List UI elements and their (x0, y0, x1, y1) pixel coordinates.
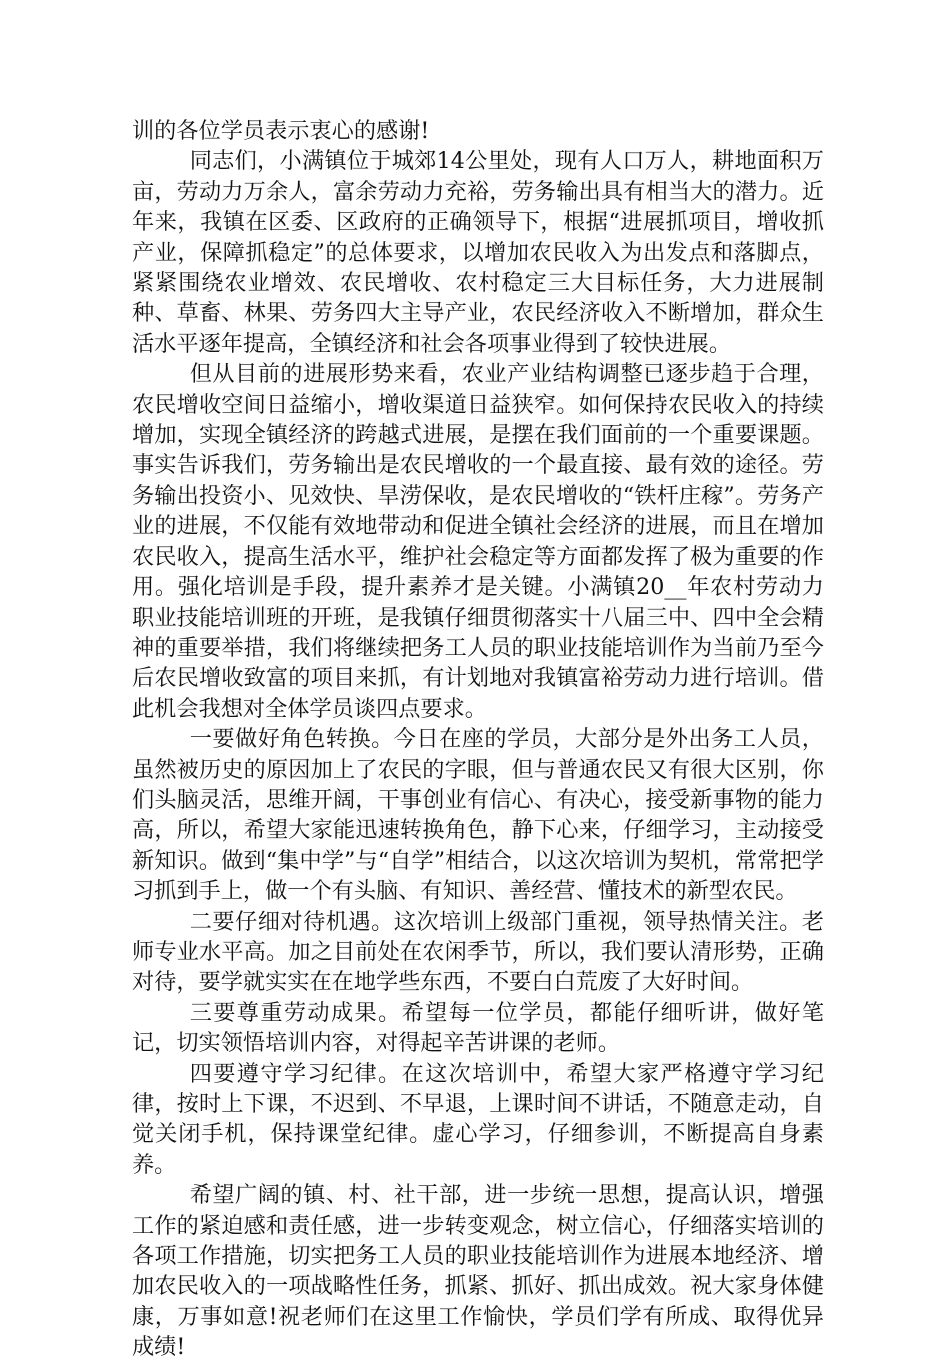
paragraph-closing: 希望广阔的镇、村、社干部，进一步统一思想，提高认识，增强工作的紧迫感和责任感，进一步转变观念，树立信心，仔细落实培训的各项工作措施，切实把务工人员的职业技能培训作为进展本地经济、增加农民收入的一项战略性任务，抓紧、抓好、抓出成效。祝大家身体健康，万事如意!祝老师们在这里工作愉快，学员们学有所成、取得优异成绩! (132, 1182, 824, 1361)
paragraph-requirement-three: 三要尊重劳动成果。希望每一位学员，都能仔细听讲，做好笔记，切实领悟培训内容，对得起辛苦讲课的老师。 (132, 999, 824, 1057)
paragraph-requirement-two: 二要仔细对待机遇。这次培训上级部门重视，领导热情关注。老师专业水平高。加之目前处在农闲季节，所以，我们要认清形势，正确对待，要学就实实在在地学些东西，不要白白荒废了大好时间。 (132, 908, 824, 996)
paragraph-requirement-four: 四要遵守学习纪律。在这次培训中，希望大家严格遵守学习纪律，按时上下课，不迟到、不早退，上课时间不讲话，不随意走动，自觉关闭手机，保持课堂纪律。虚心学习，仔细参训，不断提高自身素养。 (132, 1060, 824, 1178)
paragraph-development-situation: 但从目前的进展形势来看，农业产业结构调整已逐步趋于合理，农民增收空间日益缩小，增收渠道日益狭窄。如何保持农民收入的持续增加，实现全镇经济的跨越式进展，是摆在我们面前的一个重要课题。事实告诉我们，劳务输出是农民增收的一个最直接、最有效的途径。劳务输出投资小、见效快、旱涝保收，是农民增收的“铁杆庄稼”。劳务产业的进展，不仅能有效地带动和促进全镇社会经济的进展，而且在增加农民收入，提高生活水平，维护社会稳定等方面都发挥了极为重要的作用。强化培训是手段，提升素养才是关键。小满镇20__年农村劳动力职业技能培训班的开班，是我镇仔细贯彻落实十八届三中、四中全会精神的重要举措，我们将继续把务工人员的职业技能培训作为当前乃至今后农民增收致富的项目来抓，有计划地对我镇富裕劳动力进行培训。借此机会我想对全体学员谈四点要求。 (132, 361, 824, 722)
paragraph-requirement-one: 一要做好角色转换。今日在座的学员，大部分是外出务工人员，虽然被历史的原因加上了农民的字眼，但与普通农民又有很大区别，你们头脑灵活，思维开阔，干事创业有信心、有决心，接受新事物的能力高，所以，希望大家能迅速转换角色，静下心来，仔细学习，主动接受新知识。做到“集中学”与“自学”相结合，以这次培训为契机，常常把学习抓到手上，做一个有头脑、有知识、善经营、懂技术的新型农民。 (132, 726, 824, 905)
document-body (132, 116, 824, 1363)
paragraph-continuation: 训的各位学员表示衷心的感谢! (132, 118, 430, 144)
paragraph-town-overview: 同志们，小满镇位于城郊14公里处，现有人口万人，耕地面积万亩，劳动力万余人，富余劳动力充裕，劳务输出具有相当大的潜力。近年来，我镇在区委、区政府的正确领导下，根据“进展抓项目，增收抓产业，保障抓稳定”的总体要求，以增加农民收入为出发点和落脚点，紧紧围绕农业增效、农民增收、农村稳定三大目标任务，大力进展制种、草畜、林果、劳务四大主导产业，农民经济收入不断增加，群众生活水平逐年提高，全镇经济和社会各项事业得到了较快进展。 (132, 148, 824, 357)
